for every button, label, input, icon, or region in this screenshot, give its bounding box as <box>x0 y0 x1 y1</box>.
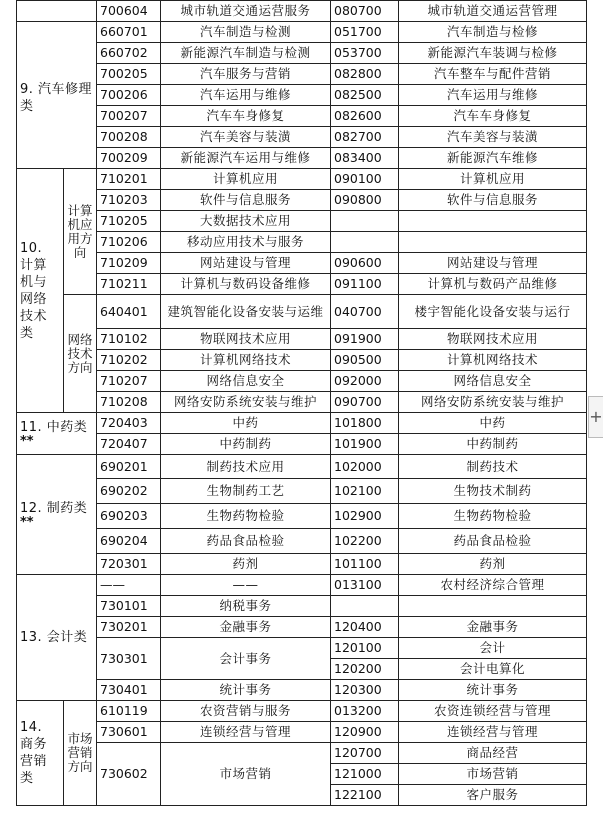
new-name-cell: 中药 <box>399 413 587 434</box>
new-name-cell: 楼宇智能化设备安装与运行 <box>399 295 587 329</box>
old-code-cell: 700604 <box>97 1 161 22</box>
new-code-cell: 080700 <box>331 1 399 22</box>
old-name-cell: 汽车服务与营销 <box>161 64 331 85</box>
new-code-cell: 053700 <box>331 43 399 64</box>
new-code-cell <box>331 232 399 253</box>
new-code-cell: 102200 <box>331 529 399 554</box>
new-name-cell: 计算机网络技术 <box>399 350 587 371</box>
new-name-cell: 汽车制造与检修 <box>399 22 587 43</box>
old-name-cell: 生物药物检验 <box>161 504 331 529</box>
old-code-cell: 710208 <box>97 392 161 413</box>
old-code-cell: 730401 <box>97 680 161 701</box>
old-code-cell: 730201 <box>97 617 161 638</box>
category-label: 10. 计算机与网络技术类 <box>20 240 48 341</box>
old-name-cell: 药品食品检验 <box>161 529 331 554</box>
table-row <box>17 680 587 701</box>
table-row <box>17 617 587 638</box>
new-name-cell: 客户服务 <box>399 785 587 806</box>
old-name-cell: 市场营销 <box>161 743 331 806</box>
new-name-cell: 生物药物检验 <box>399 504 587 529</box>
table-row <box>17 701 587 722</box>
table-row <box>17 434 587 455</box>
new-code-cell: 120900 <box>331 722 399 743</box>
old-code-cell: 710201 <box>97 169 161 190</box>
old-name-cell: 新能源汽车制造与检测 <box>161 43 331 64</box>
table-row <box>17 743 587 764</box>
new-code-cell: 120700 <box>331 743 399 764</box>
new-name-cell: 药品食品检验 <box>399 529 587 554</box>
direction-cell: 网络技术方向 <box>64 295 97 413</box>
new-name-cell: 会计 <box>399 638 587 659</box>
old-code-cell: 730101 <box>97 596 161 617</box>
old-name-cell: 网站建设与管理 <box>161 253 331 274</box>
new-code-cell: 082700 <box>331 127 399 148</box>
old-code-cell: 710209 <box>97 253 161 274</box>
old-code-cell: 700208 <box>97 127 161 148</box>
table-row <box>17 64 587 85</box>
new-code-cell: 090600 <box>331 253 399 274</box>
new-code-cell <box>331 596 399 617</box>
table-row <box>17 253 587 274</box>
new-code-cell: 051700 <box>331 22 399 43</box>
old-name-cell: 金融事务 <box>161 617 331 638</box>
category-cell <box>17 455 97 575</box>
table-row <box>17 329 587 350</box>
new-code-cell: 090800 <box>331 190 399 211</box>
new-code-cell: 082500 <box>331 85 399 106</box>
old-name-cell: 计算机网络技术 <box>161 350 331 371</box>
table-row <box>17 392 587 413</box>
table-row <box>17 43 587 64</box>
category-label: 13. 会计类 <box>20 630 88 645</box>
old-code-cell: 700205 <box>97 64 161 85</box>
old-name-cell: 生物制药工艺 <box>161 479 331 504</box>
old-name-cell: 新能源汽车运用与维修 <box>161 148 331 169</box>
old-code-cell: 660701 <box>97 22 161 43</box>
new-code-cell: 082600 <box>331 106 399 127</box>
old-name-cell: 网络安防系统安装与维护 <box>161 392 331 413</box>
table-row <box>17 638 587 659</box>
new-name-cell: 汽车运用与维修 <box>399 85 587 106</box>
table-row <box>17 211 587 232</box>
old-code-cell: 640401 <box>97 295 161 329</box>
old-code-cell: 700209 <box>97 148 161 169</box>
new-name-cell: 农村经济综合管理 <box>399 575 587 596</box>
table-row <box>17 274 587 295</box>
old-name-cell: 制药技术应用 <box>161 455 331 479</box>
new-name-cell: 商品经营 <box>399 743 587 764</box>
old-name-cell: 连锁经营与管理 <box>161 722 331 743</box>
table-row <box>17 1 587 22</box>
category-cell <box>17 169 64 413</box>
old-code-cell: —— <box>97 575 161 596</box>
table-row <box>17 722 587 743</box>
new-code-cell: 082800 <box>331 64 399 85</box>
old-name-cell: 汽车制造与检测 <box>161 22 331 43</box>
table-row <box>17 148 587 169</box>
new-code-cell: 120300 <box>331 680 399 701</box>
new-code-cell: 101800 <box>331 413 399 434</box>
new-name-cell: 物联网技术应用 <box>399 329 587 350</box>
old-name-cell: 汽车运用与维修 <box>161 85 331 106</box>
category-cell <box>17 575 97 701</box>
direction-cell: 计算机应用方向 <box>64 169 97 295</box>
new-code-cell: 102000 <box>331 455 399 479</box>
category-mark: ** <box>20 515 34 530</box>
table-row <box>17 350 587 371</box>
old-name-cell: 纳税事务 <box>161 596 331 617</box>
old-name-cell: 中药 <box>161 413 331 434</box>
category-label: 12. 制药类 <box>20 501 88 516</box>
old-name-cell: 农资营销与服务 <box>161 701 331 722</box>
table-row <box>17 127 587 148</box>
old-name-cell: 建筑智能化设备安装与运维 <box>161 295 331 329</box>
new-code-cell: 090500 <box>331 350 399 371</box>
new-name-cell: 制药技术 <box>399 455 587 479</box>
old-code-cell: 710202 <box>97 350 161 371</box>
old-code-cell: 720403 <box>97 413 161 434</box>
new-code-cell: 122100 <box>331 785 399 806</box>
old-code-cell: 730601 <box>97 722 161 743</box>
category-cell <box>17 1 97 22</box>
table-body <box>17 1 587 806</box>
old-name-cell: 软件与信息服务 <box>161 190 331 211</box>
old-name-cell: 大数据技术应用 <box>161 211 331 232</box>
table-row <box>17 596 587 617</box>
table-row <box>17 575 587 596</box>
new-name-cell: 城市轨道交通运营管理 <box>399 1 587 22</box>
category-mark: ** <box>20 434 34 449</box>
new-name-cell: 新能源汽车装调与检修 <box>399 43 587 64</box>
old-code-cell: 660702 <box>97 43 161 64</box>
old-code-cell: 730602 <box>97 743 161 806</box>
table-row <box>17 22 587 43</box>
new-code-cell: 101100 <box>331 554 399 575</box>
old-name-cell: 移动应用技术与服务 <box>161 232 331 253</box>
table-row <box>17 85 587 106</box>
new-code-cell: 091900 <box>331 329 399 350</box>
new-name-cell: 网站建设与管理 <box>399 253 587 274</box>
new-code-cell: 102100 <box>331 479 399 504</box>
table-row <box>17 413 587 434</box>
table-row <box>17 295 587 329</box>
direction-cell: 市场营销方向 <box>64 701 97 806</box>
category-cell <box>17 22 97 169</box>
new-name-cell: 中药制药 <box>399 434 587 455</box>
old-name-cell: 物联网技术应用 <box>161 329 331 350</box>
table-row <box>17 169 587 190</box>
table-row <box>17 479 587 504</box>
new-code-cell: 040700 <box>331 295 399 329</box>
old-name-cell: 城市轨道交通运营服务 <box>161 1 331 22</box>
new-code-cell: 092000 <box>331 371 399 392</box>
old-name-cell: 统计事务 <box>161 680 331 701</box>
old-code-cell: 690202 <box>97 479 161 504</box>
old-code-cell: 610119 <box>97 701 161 722</box>
table-row <box>17 190 587 211</box>
major-mapping-table <box>16 0 587 806</box>
old-code-cell: 690204 <box>97 529 161 554</box>
new-name-cell: 网络信息安全 <box>399 371 587 392</box>
new-code-cell: 090100 <box>331 169 399 190</box>
new-name-cell: 汽车整车与配件营销 <box>399 64 587 85</box>
new-code-cell <box>331 211 399 232</box>
category-cell <box>17 701 64 806</box>
old-code-cell: 730301 <box>97 638 161 680</box>
old-code-cell: 690201 <box>97 455 161 479</box>
old-code-cell: 720407 <box>97 434 161 455</box>
new-name-cell: 农资连锁经营与管理 <box>399 701 587 722</box>
new-code-cell: 121000 <box>331 764 399 785</box>
old-code-cell: 710207 <box>97 371 161 392</box>
new-name-cell: 网络安防系统安装与维护 <box>399 392 587 413</box>
old-code-cell: 710203 <box>97 190 161 211</box>
new-name-cell: 会计电算化 <box>399 659 587 680</box>
new-name-cell: 生物技术制药 <box>399 479 587 504</box>
new-code-cell: 120100 <box>331 638 399 659</box>
old-code-cell: 710211 <box>97 274 161 295</box>
old-code-cell: 720301 <box>97 554 161 575</box>
old-name-cell: 中药制药 <box>161 434 331 455</box>
new-name-cell: 计算机与数码产品维修 <box>399 274 587 295</box>
category-label: 9. 汽车修理类 <box>20 81 93 114</box>
old-name-cell: 计算机与数码设备维修 <box>161 274 331 295</box>
old-code-cell: 690203 <box>97 504 161 529</box>
new-code-cell: 013200 <box>331 701 399 722</box>
category-label: 11. 中药类 <box>20 420 88 435</box>
old-code-cell: 710102 <box>97 329 161 350</box>
table-row <box>17 106 587 127</box>
new-code-cell: 091100 <box>331 274 399 295</box>
category-cell <box>17 413 97 455</box>
new-code-cell: 083400 <box>331 148 399 169</box>
table-row <box>17 371 587 392</box>
new-code-cell: 120200 <box>331 659 399 680</box>
table-row <box>17 554 587 575</box>
new-name-cell <box>399 596 587 617</box>
table-row <box>17 529 587 554</box>
new-name-cell <box>399 232 587 253</box>
old-name-cell: —— <box>161 575 331 596</box>
new-name-cell: 软件与信息服务 <box>399 190 587 211</box>
table-row <box>17 504 587 529</box>
table-row <box>17 232 587 253</box>
new-name-cell: 市场营销 <box>399 764 587 785</box>
new-name-cell: 汽车车身修复 <box>399 106 587 127</box>
table-row <box>17 455 587 479</box>
new-name-cell: 药剂 <box>399 554 587 575</box>
old-name-cell: 网络信息安全 <box>161 371 331 392</box>
old-name-cell: 汽车车身修复 <box>161 106 331 127</box>
new-name-cell <box>399 211 587 232</box>
old-code-cell: 700206 <box>97 85 161 106</box>
new-name-cell: 汽车美容与装潢 <box>399 127 587 148</box>
old-code-cell: 710205 <box>97 211 161 232</box>
new-code-cell: 013100 <box>331 575 399 596</box>
new-name-cell: 连锁经营与管理 <box>399 722 587 743</box>
old-name-cell: 计算机应用 <box>161 169 331 190</box>
new-code-cell: 101900 <box>331 434 399 455</box>
new-name-cell: 统计事务 <box>399 680 587 701</box>
category-label: 14. 商务营销类 <box>20 720 48 786</box>
new-name-cell: 新能源汽车维修 <box>399 148 587 169</box>
new-code-cell: 090700 <box>331 392 399 413</box>
expand-handle-icon[interactable]: + <box>588 396 603 438</box>
new-name-cell: 金融事务 <box>399 617 587 638</box>
new-name-cell: 计算机应用 <box>399 169 587 190</box>
old-name-cell: 汽车美容与装潢 <box>161 127 331 148</box>
old-name-cell: 药剂 <box>161 554 331 575</box>
old-code-cell: 700207 <box>97 106 161 127</box>
new-code-cell: 120400 <box>331 617 399 638</box>
old-name-cell: 会计事务 <box>161 638 331 680</box>
old-code-cell: 710206 <box>97 232 161 253</box>
new-code-cell: 102900 <box>331 504 399 529</box>
